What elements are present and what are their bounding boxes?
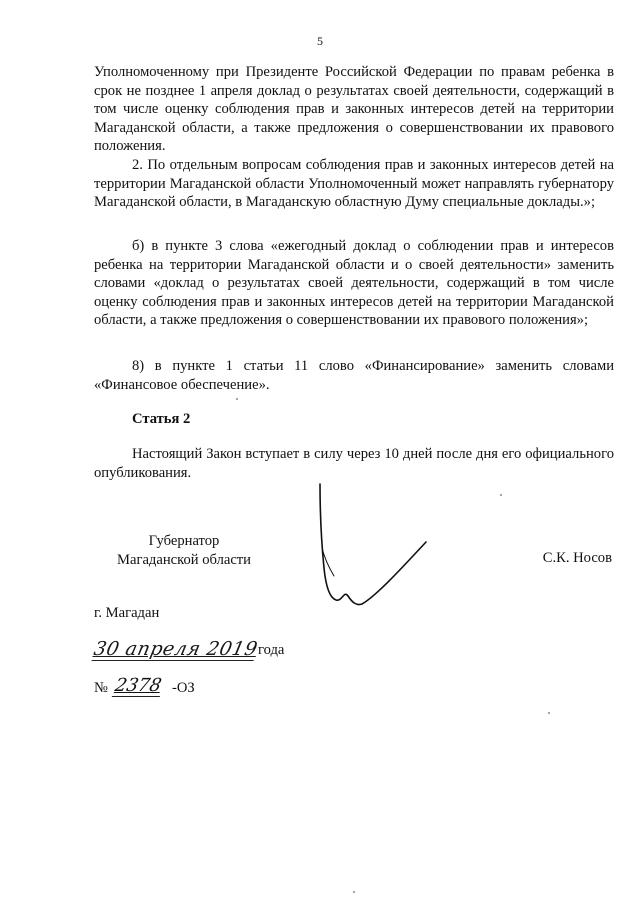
signatory-title-line1: Губернатор xyxy=(148,533,220,549)
handwritten-date: 30 апреля 2019 xyxy=(91,638,260,660)
signatory-title-line2: Магаданской области xyxy=(117,551,251,568)
paragraph-item-8: 8) в пункте 1 статьи 11 слово «Финансирование» заменить словами «Финансовое обеспечение». xyxy=(94,358,614,393)
place-of-signing: г. Магадан xyxy=(94,605,160,621)
law-number-suffix: -ОЗ xyxy=(172,680,195,696)
page-number: 5 xyxy=(317,34,323,48)
handwritten-law-number: 2378 xyxy=(113,675,164,696)
article-heading: Статья 2 xyxy=(132,411,191,427)
scan-speck xyxy=(236,398,238,400)
handwritten-signature xyxy=(300,478,440,618)
scan-speck xyxy=(353,891,355,893)
paragraph-entry-into-force: Настоящий Закон вступает в силу через 10 дней после дня его официального опубликования. xyxy=(94,446,614,481)
date-suffix: года xyxy=(258,642,285,658)
signatory-title xyxy=(94,532,274,569)
paragraph-item-b: б) в пункте 3 слова «ежегодный доклад о соблюдении прав и интересов ребенка на территории Магаданской области и о своей деятельности» заменить словами «доклад о результатах своей деятельности, содержащий в том числе оценку соблюдения прав и законных интересов детей на территории Магаданской области, а также предложения о совершенствовании их правового положения»; xyxy=(94,238,614,329)
scan-speck xyxy=(500,494,502,496)
law-number xyxy=(94,676,214,700)
paragraph-continuation: Уполномоченному при Президенте Российской Федерации по правам ребенка в срок не позднее 1 апреля доклад о результатах своей деятельности, содержащий в том числе оценку соблюдения прав и законных интересов детей на территории Магаданской области, а также предложения о совершенствовании их правового положения. xyxy=(94,64,614,155)
number-sign: № xyxy=(94,680,108,696)
signatory-name: С.К. Носов xyxy=(542,550,612,566)
signing-date xyxy=(91,638,294,664)
scan-speck xyxy=(548,712,550,714)
paragraph-special-reports: 2. По отдельным вопросам соблюдения прав и законных интересов детей на территории Магаданской области Уполномоченный может направлять губернатору Магаданской области, в Магаданскую областную Думу специальные доклады.»; xyxy=(94,157,614,211)
